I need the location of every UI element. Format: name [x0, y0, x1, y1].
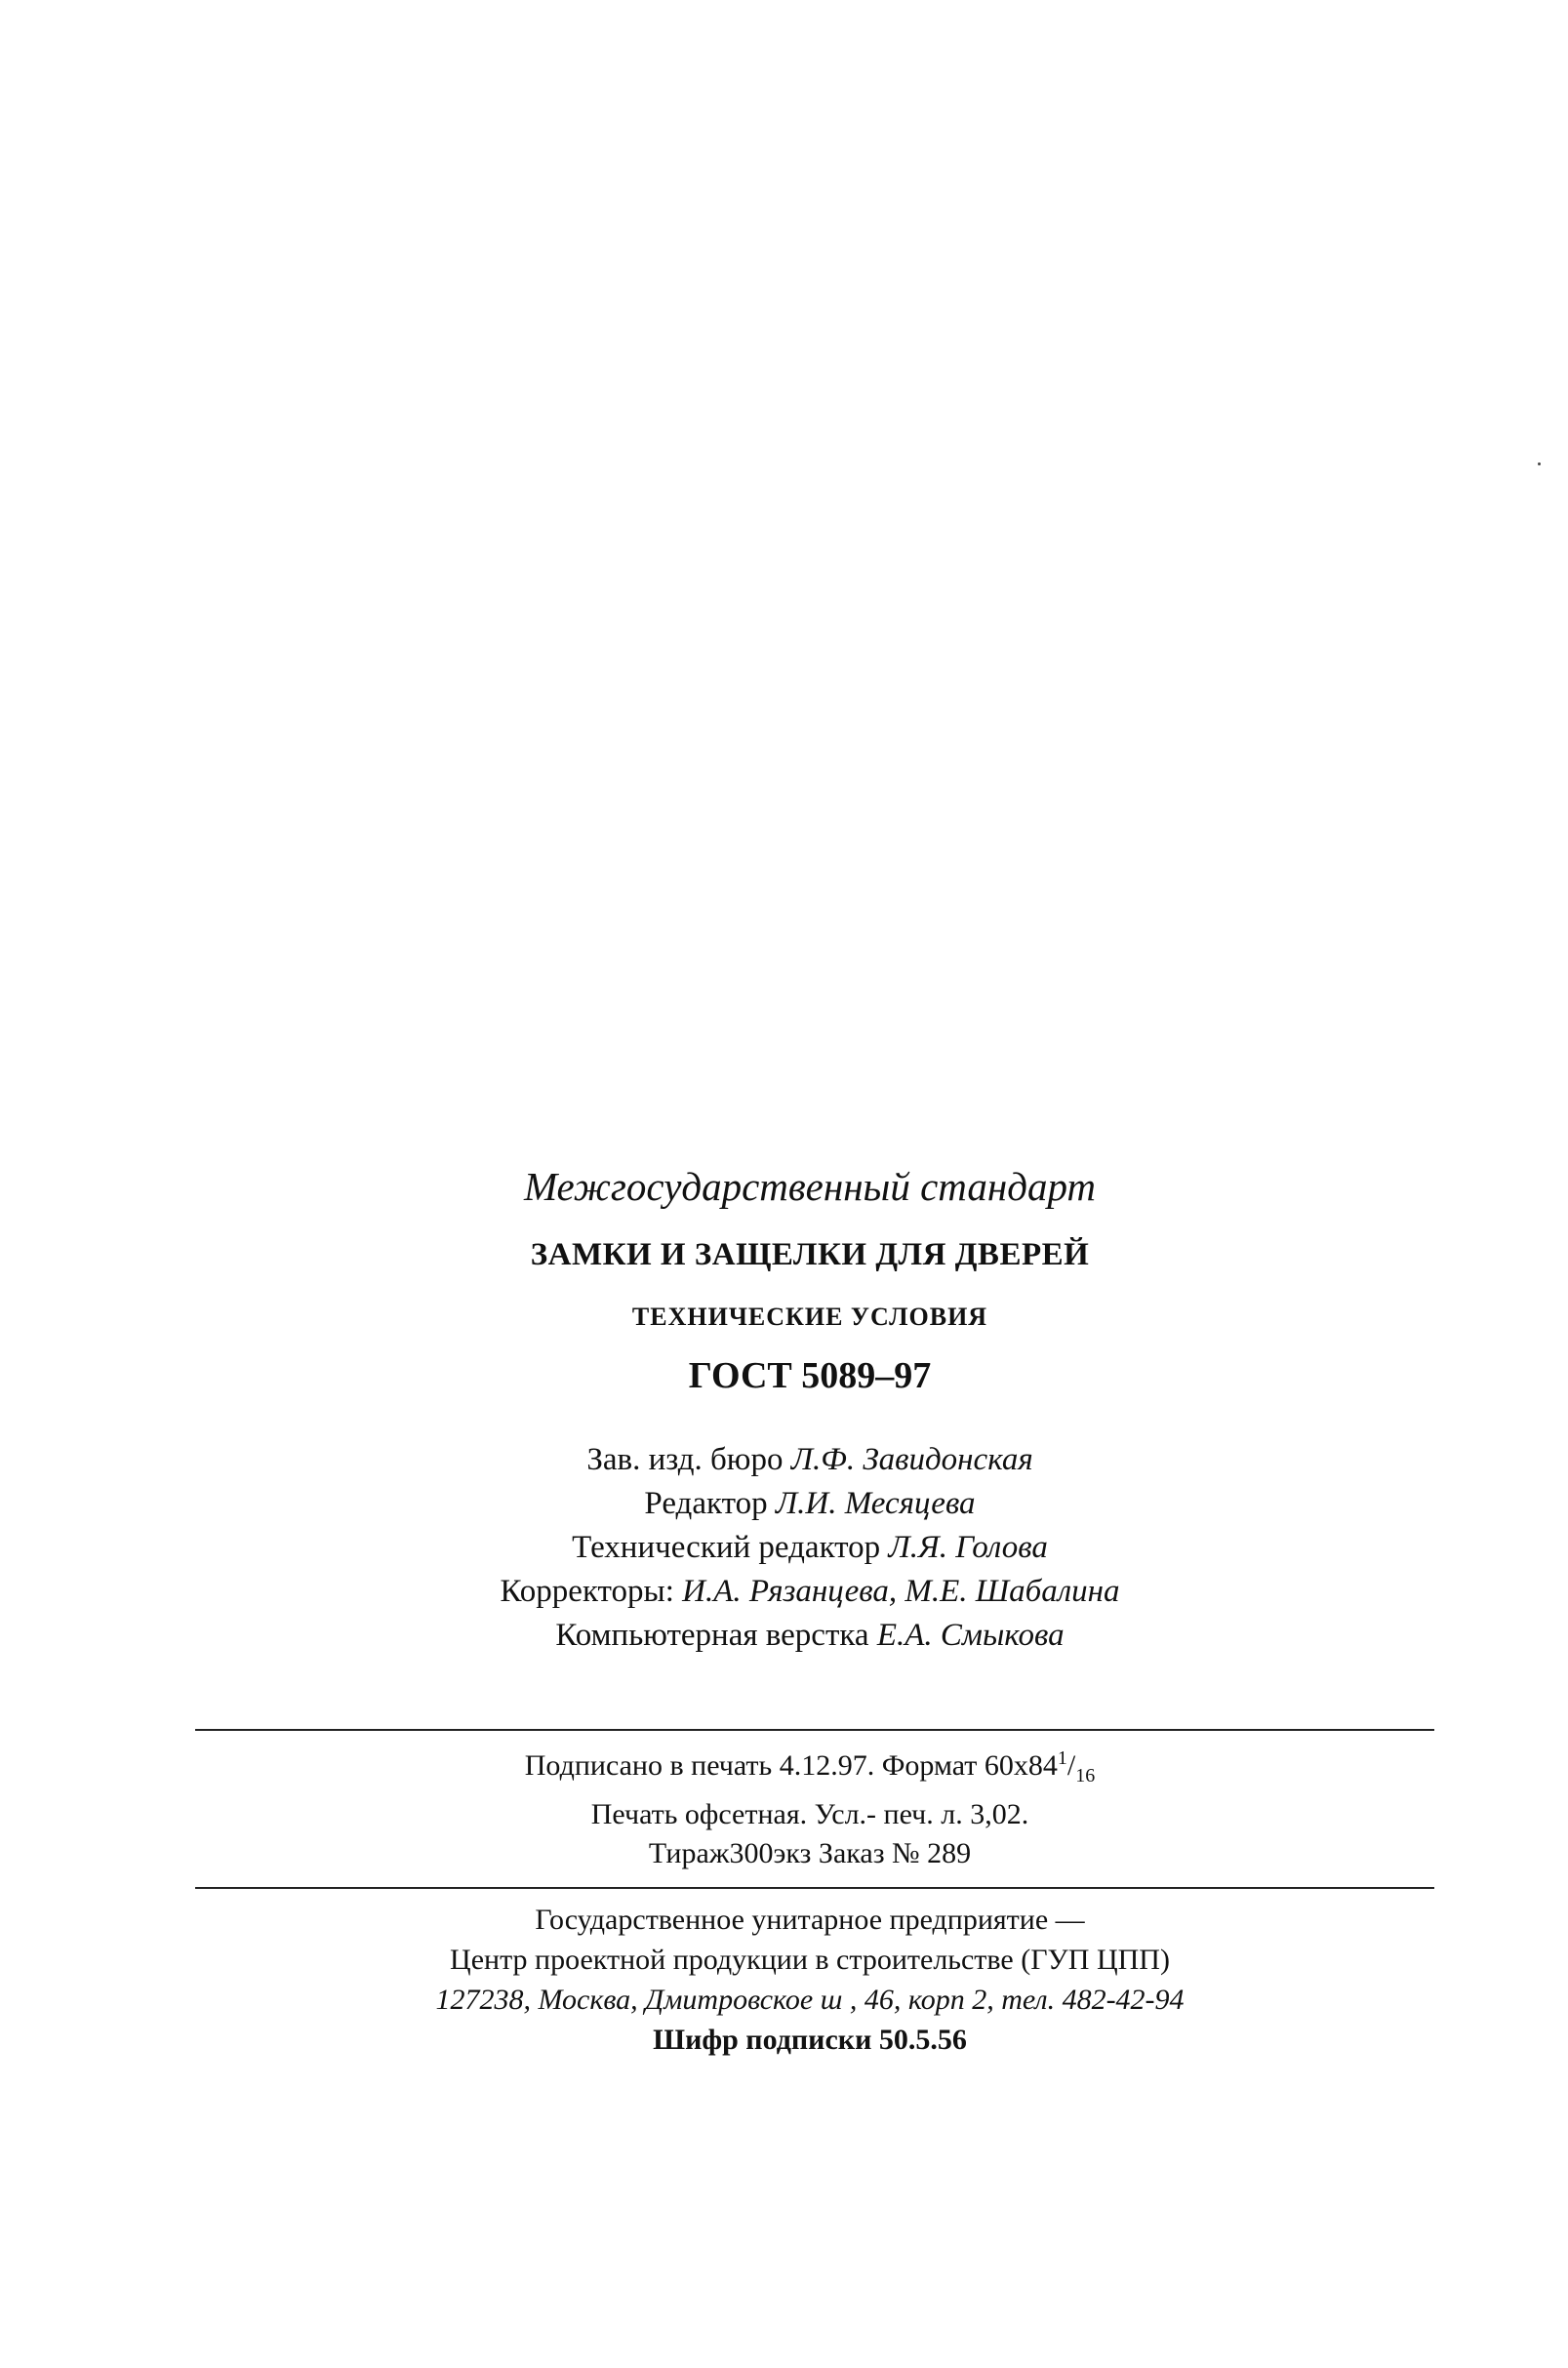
print-info: [195, 1739, 1425, 1873]
document-subtitle: ТЕХНИЧЕСКИЕ УСЛОВИЯ: [631, 1303, 988, 1331]
divider-bottom: [195, 1887, 1434, 1889]
speck-mark: [1538, 462, 1541, 465]
credit-name: И.А. Рязанцева, М.Е. Шабалина: [682, 1574, 1120, 1609]
credit-line: [195, 1482, 1425, 1526]
credit-role: Технический редактор: [572, 1530, 881, 1565]
divider-top: [195, 1729, 1434, 1731]
credit-line: [195, 1570, 1425, 1614]
publisher-line-1: Государственное унитарное предприятие —: [535, 1904, 1085, 1936]
gost-number: ГОСТ 5089–97: [688, 1355, 932, 1396]
print-run: Тираж300экз Заказ № 289: [648, 1837, 972, 1869]
signed-line: Подписано в печать 4.12.97. Формат $60х84^1/_{16}$: [524, 1747, 1096, 1786]
credit-name: Е.А. Смыкова: [876, 1618, 1065, 1653]
credit-name: Л.И. Месяцева: [775, 1486, 976, 1521]
credit-role: Корректоры:: [500, 1574, 674, 1609]
format-superscript: 1: [1057, 1747, 1067, 1769]
credits-list: [195, 1438, 1425, 1658]
colophon-header: [195, 1159, 1425, 1658]
credit-role: Зав. изд. бюро: [586, 1442, 784, 1477]
credit-line: [195, 1526, 1425, 1570]
credit-name: Л.Я. Голова: [888, 1530, 1048, 1565]
credit-role: Редактор: [644, 1486, 768, 1521]
credit-line: [195, 1438, 1425, 1482]
publisher-line-2: Центр проектной продукции в строительстве (ГУП ЦПП): [450, 1944, 1170, 1976]
document-title: ЗАМКИ И ЗАЩЕЛКИ ДЛЯ ДВЕРЕЙ: [530, 1237, 1090, 1272]
credit-line: [195, 1614, 1425, 1658]
credit-name: Л.Ф. Завидонская: [790, 1442, 1033, 1477]
publisher-info: [195, 1900, 1425, 2060]
format-subscript: 16: [1075, 1765, 1096, 1786]
signed-text: Подписано в печать 4.12.97. Формат 60х84: [524, 1749, 1058, 1782]
print-type: Печать офсетная. Усл.- печ. л. 3,02.: [590, 1798, 1029, 1830]
standard-type: Межгосударственный стандарт: [523, 1164, 1097, 1209]
publisher-address: 127238, Москва, Дмитровское ш , 46, корп 2, тел. 482-42-94: [435, 1984, 1185, 2016]
subscription-cipher: Шифр подписки 50.5.56: [653, 2024, 967, 2056]
credit-role: Компьютерная верстка: [555, 1618, 869, 1653]
